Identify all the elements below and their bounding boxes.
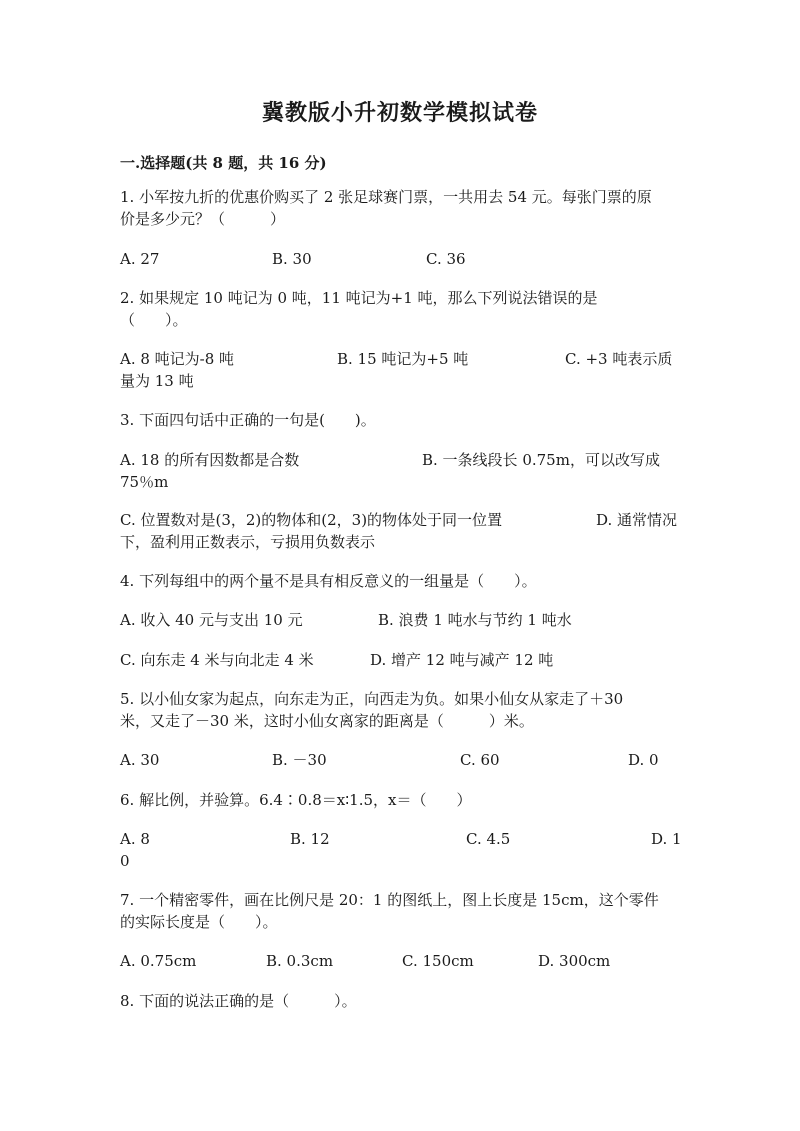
- question-8-line-1: 8. 下面的说法正确的是（ ）。: [120, 992, 357, 1010]
- question-4-option-d: D. 增产 12 吨与减产 12 吨: [370, 651, 554, 669]
- question-3-option-d-wrap: 下，盈利用正数表示，亏损用负数表示: [120, 533, 376, 551]
- question-5-line-2: 米，又走了－30 米，这时小仙女离家的距离是（ ）米。: [120, 712, 534, 730]
- question-3-option-a: A. 18 的所有因数都是合数: [120, 451, 300, 469]
- question-7-option-d: D. 300cm: [538, 952, 611, 970]
- question-7-option-a: A. 0.75cm: [120, 952, 197, 970]
- question-7-option-c: C. 150cm: [402, 952, 474, 970]
- question-4-option-c: C. 向东走 4 米与向北走 4 米: [120, 651, 314, 669]
- question-3-option-b-wrap: 75％m: [120, 473, 169, 491]
- question-7-line-1: 7. 一个精密零件，画在比例尺是 20：1 的图纸上，图上长度是 15cm，这个零件: [120, 891, 659, 909]
- question-4-option-b: B. 浪费 1 吨水与节约 1 吨水: [378, 611, 572, 629]
- question-2-option-a: A. 8 吨记为-8 吨: [120, 350, 235, 368]
- question-2-option-c: C. +3 吨表示质: [565, 350, 673, 368]
- question-3-option-b: B. 一条线段长 0.75m，可以改写成: [422, 451, 660, 469]
- question-6-option-a: A. 8: [120, 830, 150, 848]
- question-5-option-d: D. 0: [628, 751, 659, 769]
- question-2-option-b: B. 15 吨记为+5 吨: [337, 350, 469, 368]
- question-2-line-2: （ ）。: [120, 311, 188, 329]
- question-1-line-1: 1. 小军按九折的优惠价购买了 2 张足球赛门票，一共用去 54 元。每张门票的原: [120, 188, 652, 206]
- question-3-option-c: C. 位置数对是(3，2)的物体和(2，3)的物体处于同一位置: [120, 511, 503, 529]
- question-4-option-a: A. 收入 40 元与支出 10 元: [120, 611, 303, 629]
- question-4-line-1: 4. 下列每组中的两个量不是具有相反意义的一组量是（ ）。: [120, 572, 537, 590]
- question-1-option-b: B. 30: [272, 250, 312, 268]
- question-5-option-a: A. 30: [120, 751, 160, 769]
- section-heading: 一.选择题(共 8 题，共 16 分): [120, 154, 327, 172]
- question-6-option-b: B. 12: [290, 830, 330, 848]
- question-3-line-1: 3. 下面四句话中正确的一句是( )。: [120, 411, 376, 429]
- question-1-line-2: 价是多少元？（ ）: [120, 210, 286, 228]
- question-5-option-b: B. －30: [272, 751, 327, 769]
- question-7-line-2: 的实际长度是（ ）。: [120, 913, 278, 931]
- question-5-line-1: 5. 以小仙女家为起点，向东走为正，向西走为负。如果小仙女从家走了＋30: [120, 690, 624, 708]
- question-6-option-c: C. 4.5: [466, 830, 511, 848]
- question-6-line-1: 6. 解比例，并验算。6.4∶0.8＝x∶1.5，x＝（ ）: [120, 791, 472, 809]
- question-1-option-c: C. 36: [426, 250, 466, 268]
- question-6-option-d: D. 1: [651, 830, 682, 848]
- question-6-option-d-wrap: 0: [120, 852, 130, 870]
- question-1-option-a: A. 27: [120, 250, 160, 268]
- question-5-option-c: C. 60: [460, 751, 500, 769]
- question-7-option-b: B. 0.3cm: [266, 952, 334, 970]
- question-2-line-1: 2. 如果规定 10 吨记为 0 吨，11 吨记为+1 吨，那么下列说法错误的是: [120, 289, 598, 307]
- page-title: 冀教版小升初数学模拟试卷: [261, 100, 538, 126]
- question-2-option-c-wrap: 量为 13 吨: [120, 372, 194, 390]
- question-3-option-d: D. 通常情况: [596, 511, 678, 529]
